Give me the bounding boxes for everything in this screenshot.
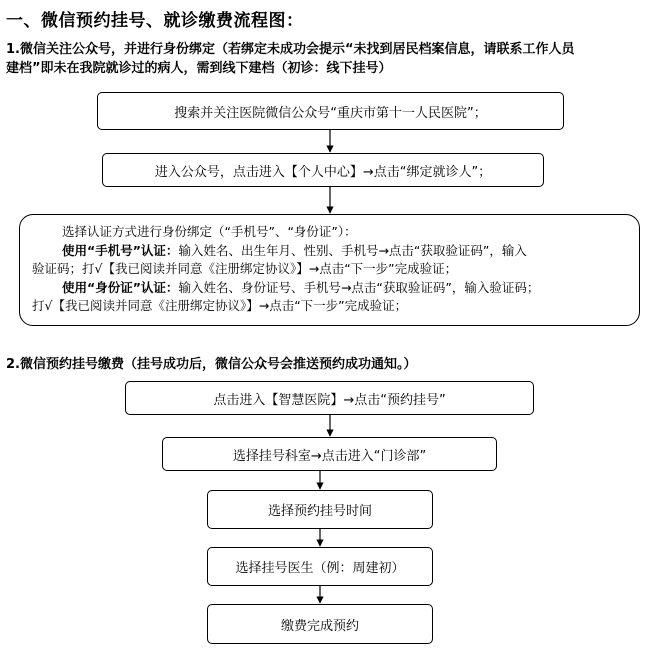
step3-phone-line-2: 验证码；打√【我已阅读并同意《注册绑定协议》】→点击“下一步”完成验证；	[32, 261, 458, 276]
flow2-step-5: 缴费完成预约	[207, 604, 433, 644]
flow2-step-1: 点击进入【智慧医院】→点击“预约挂号”	[125, 381, 534, 415]
step3-intro: 选择认证方式进行身份绑定（“手机号”、“身份证”）：	[62, 224, 357, 239]
step3-phone-label: 使用“手机号”认证：	[62, 242, 179, 258]
step3-id-label: 使用“身份证”认证：	[62, 279, 179, 295]
flow1-step-2: 进入公众号，点击进入【个人中心】→点击“绑定就诊人”；	[102, 153, 544, 187]
section-1-line-2: 建档”即未在我院就诊过的病人，需到线下建档（初诊：线下挂号）	[6, 61, 392, 76]
step3-id-line-2: 打√【我已阅读并同意《注册绑定协议》】→点击“下一步”完成验证；	[32, 298, 408, 313]
section-1-line-1: 1.微信关注公众号，并进行身份绑定（若绑定未成功会提示“未找到居民档案信息，请联系工作人员	[6, 42, 575, 57]
section-2-title: 2.微信预约挂号缴费（挂号成功后，微信公众号会推送预约成功通知。）	[6, 357, 417, 372]
step3-id-text-1: 输入姓名、身份证号、手机号→点击“获取验证码”，输入验证码；	[178, 279, 540, 295]
flow2-step-3: 选择预约挂号时间	[207, 490, 433, 529]
step3-phone-text-1: 输入姓名、出生年月、性别、手机号→点击“获取验证码”，输入	[178, 242, 527, 258]
page-heading: 一、微信预约挂号、就诊缴费流程图：	[6, 11, 304, 31]
flow1-step-1: 搜索并关注医院微信公众号“重庆市第十一人民医院”；	[97, 92, 564, 130]
flow2-step-2: 选择挂号科室→点击进入“门诊部”	[162, 437, 497, 471]
flow2-step-4: 选择挂号医生（例：周建初）	[207, 547, 433, 586]
